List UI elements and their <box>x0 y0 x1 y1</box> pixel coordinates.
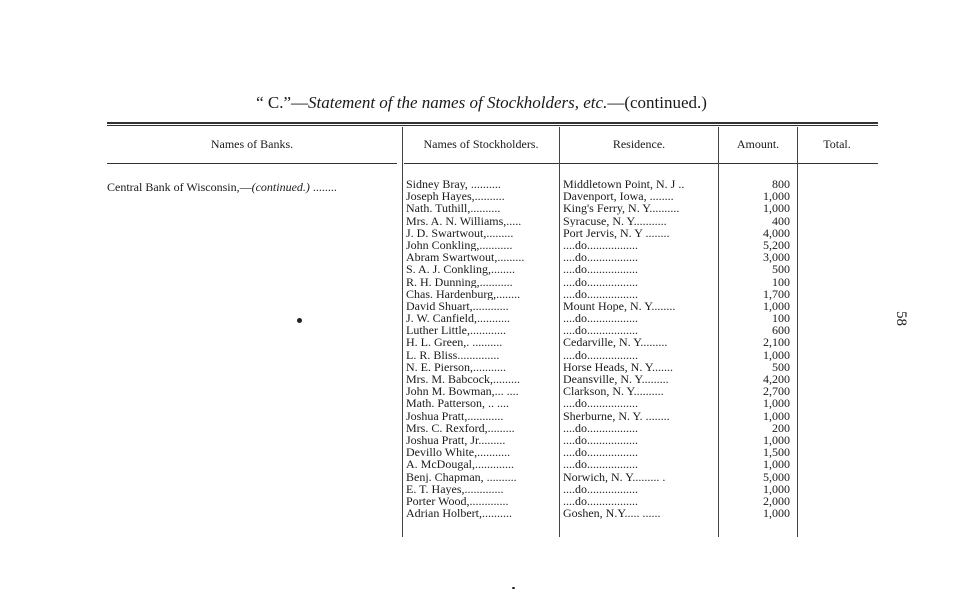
stockholder-amount: 3,000 <box>763 250 790 265</box>
bank-name <box>107 180 337 195</box>
stockholder-name: S. A. J. Conkling,........ <box>406 263 516 276</box>
stockholder-residence: Port Jervis, N. Y ........ <box>563 226 670 239</box>
title-italic: Statement of the names of Stockholders, etc. <box>308 93 608 112</box>
stockholder-name: R. H. Dunning,........... <box>406 275 513 288</box>
stockholder-name: David Shuart,............ <box>406 299 509 313</box>
stockholder-amount: 1,000 <box>763 481 790 496</box>
stockholder-name: J. W. Canfield,........... <box>406 312 510 325</box>
stockholder-amount: 5,200 <box>763 237 790 252</box>
table-row <box>406 239 806 251</box>
stockholder-amount: 4,000 <box>763 225 790 240</box>
table-row <box>406 324 806 336</box>
stockholder-name: Joshua Pratt, Jr......... <box>406 433 506 447</box>
scan-speck <box>297 318 302 323</box>
header-banks: Names of Banks. <box>210 137 294 151</box>
stockholder-name: Benj. Chapman, .......... <box>406 470 517 483</box>
stockholder-name: N. E. Pierson,........... <box>406 360 506 374</box>
stockholder-name: Mrs. A. N. Williams,..... <box>406 214 522 227</box>
stockholder-residence: Middletown Point, N. J .. <box>563 178 685 191</box>
table-row <box>406 495 806 507</box>
stockholder-name: E. T. Hayes,............. <box>406 482 504 495</box>
table-row <box>406 215 806 227</box>
stockholder-name: John Conkling,........... <box>406 238 513 252</box>
stockholder-amount: 200 <box>772 420 790 435</box>
stockholder-amount: 1,000 <box>763 408 790 423</box>
table-row <box>406 410 806 422</box>
stockholder-amount: 1,000 <box>763 396 790 411</box>
stockholder-residence: Cedarville, N. Y......... <box>563 336 668 349</box>
stockholder-amount: 1,000 <box>763 189 790 204</box>
stockholder-name: Adrian Holbert,.......... <box>406 507 512 520</box>
stockholder-name: Abram Swartwout,......... <box>406 251 525 264</box>
stockholder-residence: Clarkson, N. Y.......... <box>563 385 664 398</box>
stockholder-residence: ....do................. <box>563 494 638 508</box>
table-row <box>406 276 806 288</box>
stockholder-residence: ....do................. <box>563 348 638 361</box>
stockholder-name: L. R. Bliss.............. <box>406 348 500 361</box>
header-residence: Residence. <box>612 137 666 151</box>
stockholder-amount: 1,700 <box>763 286 790 301</box>
stockholder-list <box>406 178 806 519</box>
stockholder-residence: ....do................. <box>563 482 638 495</box>
column-divider <box>402 127 403 537</box>
stockholder-name: Joshua Pratt,............ <box>406 409 504 422</box>
scan-speck <box>512 587 515 589</box>
title-prefix: “ C.”— <box>256 93 308 112</box>
stockholder-residence: ....do................. <box>563 324 638 337</box>
stockholder-amount: 100 <box>772 274 790 289</box>
table-row <box>406 483 806 495</box>
table-row <box>406 227 806 239</box>
stockholder-residence: ....do................. <box>563 397 638 410</box>
page-title <box>0 93 963 113</box>
header-total: Total. <box>823 137 851 151</box>
top-rule-thin <box>107 125 878 126</box>
stockholder-residence: Deansville, N. Y......... <box>563 373 669 386</box>
title-suffix: —(continued.) <box>607 93 707 112</box>
stockholder-name: Nath. Tuthill,.......... <box>406 202 501 215</box>
table-row <box>406 349 806 361</box>
stockholder-residence: Syracuse, N. Y........... <box>563 214 667 227</box>
top-rule <box>107 122 878 124</box>
stockholder-name: Joseph Hayes,.......... <box>406 190 505 203</box>
header-amount: Amount. <box>736 137 780 151</box>
header-rule-banks <box>107 163 397 164</box>
stockholder-residence: ....do................. <box>563 458 638 471</box>
stockholder-amount: 1,000 <box>763 457 790 472</box>
stockholder-residence: ....do................. <box>563 287 638 300</box>
stockholder-name: H. L. Green,. .......... <box>406 336 503 349</box>
table-row <box>406 434 806 446</box>
bank-name-text: Central Bank of Wisconsin,— <box>107 180 252 194</box>
stockholder-amount: 1,000 <box>763 432 790 447</box>
stockholder-residence: ....do................. <box>563 446 638 459</box>
stockholder-amount: 600 <box>772 323 790 338</box>
stockholder-amount: 1,000 <box>763 298 790 313</box>
stockholder-residence: ....do................. <box>563 421 638 434</box>
page-number: 58 <box>893 311 909 326</box>
stockholder-residence: ....do................. <box>563 312 638 325</box>
table-row <box>406 202 806 214</box>
stockholder-name: A. McDougal,............. <box>406 458 514 471</box>
table-row <box>406 190 806 202</box>
table-row <box>406 251 806 263</box>
stockholder-residence: Mount Hope, N. Y........ <box>563 299 676 313</box>
stockholder-amount: 5,000 <box>763 469 790 484</box>
table-row <box>406 507 806 519</box>
table-row <box>406 336 806 348</box>
stockholder-name: Devillo White,........... <box>406 446 511 459</box>
stockholder-amount: 400 <box>772 213 790 228</box>
stockholder-name: Sidney Bray, .......... <box>406 178 501 191</box>
stockholder-residence: Sherburne, N. Y. ........ <box>563 409 670 422</box>
table-row <box>406 373 806 385</box>
table-row <box>406 471 806 483</box>
table-row <box>406 422 806 434</box>
stockholder-amount: 1,000 <box>763 347 790 362</box>
stockholder-amount: 800 <box>772 177 790 191</box>
stockholder-residence: ....do................. <box>563 275 638 288</box>
stockholder-residence: ....do................. <box>563 251 638 264</box>
stockholder-name: Mrs. C. Rexford,......... <box>406 421 515 434</box>
stockholder-residence: ....do................. <box>563 433 638 447</box>
table-row <box>406 446 806 458</box>
stockholder-amount: 1,000 <box>763 506 790 521</box>
stockholder-name: John M. Bowman,... .... <box>406 385 519 398</box>
stockholder-amount: 100 <box>772 311 790 326</box>
stockholder-residence: Norwich, N. Y......... . <box>563 470 666 483</box>
table-row <box>406 263 806 275</box>
stockholder-residence: Horse Heads, N. Y....... <box>563 360 673 374</box>
stockholder-name: Mrs. M. Babcock,......... <box>406 373 520 386</box>
table-row <box>406 312 806 324</box>
table-row <box>406 458 806 470</box>
stockholder-amount: 500 <box>772 262 790 277</box>
table-row <box>406 385 806 397</box>
stockholder-amount: 1,000 <box>763 201 790 216</box>
stockholder-residence: ....do................. <box>563 263 638 276</box>
table-row <box>406 397 806 409</box>
stockholder-amount: 2,000 <box>763 493 790 508</box>
stockholder-residence: King's Ferry, N. Y.......... <box>563 202 680 215</box>
table-row <box>406 178 806 190</box>
table-row <box>406 288 806 300</box>
stockholder-name: Porter Wood,............. <box>406 494 509 508</box>
stockholder-amount: 2,100 <box>763 335 790 350</box>
stockholder-residence: Goshen, N.Y..... ...... <box>563 507 661 520</box>
stockholder-name: Math. Patterson, .. .... <box>406 397 509 410</box>
stockholder-name: Chas. Hardenburg,........ <box>406 287 521 300</box>
bank-leader: ........ <box>309 180 337 194</box>
stockholder-name: Luther Little,............ <box>406 324 506 337</box>
header-stockholders: Names of Stockholders. <box>423 137 539 151</box>
stockholder-amount: 4,200 <box>763 372 790 386</box>
stockholder-amount: 2,700 <box>763 384 790 399</box>
header-rule-rest <box>404 163 878 164</box>
stockholder-amount: 500 <box>772 359 790 374</box>
table-row <box>406 361 806 373</box>
stockholder-residence: Davenport, Iowa, ........ <box>563 190 674 203</box>
table-row <box>406 300 806 312</box>
stockholder-amount: 1,500 <box>763 445 790 460</box>
stockholder-name: J. D. Swartwout,......... <box>406 226 514 239</box>
stockholder-residence: ....do................. <box>563 238 638 252</box>
bank-continued: (continued.) <box>251 180 310 194</box>
